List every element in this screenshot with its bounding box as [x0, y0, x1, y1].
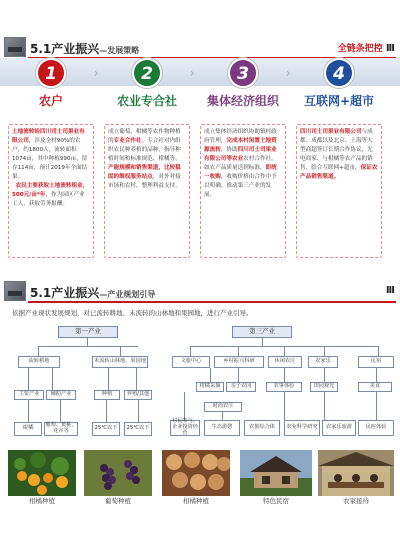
header-bars: III [385, 285, 394, 296]
node-transferred-land: 流转耕地 [18, 356, 60, 368]
card-text: 四川司士司果业有限公司等农业 [204, 147, 277, 162]
card-text: 保证农产品销售渠道。 [300, 165, 378, 180]
slide1-title: 5.1产业振兴 [30, 42, 100, 56]
step-2-label: 农业专合社 [116, 94, 177, 108]
slide-development-strategy [0, 0, 400, 262]
node-wellness-center: 民宿 [358, 356, 394, 368]
slide2-title: 5.1产业振兴 [30, 286, 100, 300]
node-family-garden: 亲子农园 [226, 382, 256, 392]
step-arrow-icon: › [190, 66, 195, 80]
card-text: ，对外对接市场和农村，整理利益支持。 [108, 174, 181, 189]
node-farm-experience: 农事体验 [266, 382, 302, 392]
slide2-header [0, 280, 400, 304]
node-rural-research: 乡村振兴科研 [214, 356, 264, 368]
node-leisure-farm: 休闲农庄 [268, 356, 302, 368]
node-tertiary-industry: 第三产业 [232, 326, 292, 338]
card-text: 成立集体经济组织协助镇村政府管理， [204, 129, 277, 144]
step-2 [104, 58, 190, 114]
card-text: 四川司士司果业有限公司 [300, 129, 362, 135]
card-text: ，收购价格由合作中予以明确。推动第三产业的发展。 [204, 174, 277, 198]
photo-citrus-planting-1 [8, 450, 76, 496]
card-text: 。专合社对内组织农民种养植的品种，指导种植时间和标准规范、柑橘等， [108, 138, 181, 162]
node-below-25-b: 25℃以下 [124, 422, 152, 436]
card-text: 即统一收购 [204, 165, 277, 180]
step-arrow-icon: › [286, 66, 291, 80]
caption-citrus-1: 柑橘种植 [29, 497, 55, 505]
header-thumbnail-image [4, 37, 26, 57]
node-citrus-picking: 柑橘采摘 [196, 382, 224, 392]
step-4-label: 互联网+超市 [303, 94, 375, 108]
step-4-number-circle: 4 [324, 58, 354, 88]
card-text: 专业合作社 [113, 138, 142, 144]
slide2-subtitle: —产业规划引导 [99, 290, 156, 299]
card-text: ，作为园区产业工人，获取劳务报酬。 [12, 192, 85, 207]
card-cooperative [104, 124, 190, 258]
slide2-description: 依据产业现状发展规划，对已流转耕地、未流转的山林地和果园地，进行产业引导。 [12, 309, 253, 317]
card-text: 农民主要获取土地流转租金，500元/亩*年 [12, 183, 89, 198]
node-farmhouse: 农家乐 [308, 356, 338, 368]
node-below-25-a: 25℃以下 [92, 422, 120, 436]
step-3 [200, 58, 286, 114]
card-text: 成立葡萄、柑橘等农作物种植的 [108, 129, 181, 144]
full-chain-label: 全链条把控 [337, 44, 383, 54]
node-villager-investment: 村民参与、企业投资经营 [170, 420, 200, 436]
card-text: ，涉及全村90%的农户，约1800人，流转面积1074亩，其中种植990亩，留存114亩，预计2019年全面结果。 [12, 138, 88, 180]
card-collective [200, 124, 286, 258]
step-1-label: 农户 [38, 94, 63, 108]
step-arrow-icon: › [94, 66, 99, 80]
node-food: 美食 [358, 382, 392, 392]
photo-citrus-planting-2 [162, 450, 230, 496]
slide1-header [0, 36, 400, 60]
slide1-subtitle: —发展策略 [99, 46, 140, 55]
header-thumbnail-image [4, 281, 26, 301]
photo-featured-homestay [240, 450, 312, 496]
card-text: 土地流转给四川司士司果业有限公司 [12, 129, 85, 144]
caption-citrus-2: 柑橘种植 [183, 497, 209, 505]
card-text: 产能规模和销售渠道，比较稳固的维权服务站点 [108, 165, 181, 180]
node-primary-industry: 第一产业 [58, 326, 118, 338]
node-field-sightseeing: 田园观光 [310, 382, 338, 392]
card-text: 完成本村闲置土地资源流转 [204, 138, 277, 153]
caption-homestay: 特色民宿 [263, 497, 289, 505]
node-breeding: 养殖/其他 [124, 390, 152, 400]
card-farmers [8, 124, 94, 258]
node-fashion-farm: 时尚农庄 [204, 402, 242, 412]
node-agri-tourism: 农旅综合体 [244, 420, 280, 436]
card-text: 农村合作社，如农产品质量达到标准， [204, 156, 277, 171]
node-planting: 种植 [94, 390, 120, 400]
node-culture-tourism: 文旅中心 [172, 356, 210, 368]
node-main-industry: 主要产业 [14, 390, 44, 400]
step-4 [296, 58, 382, 114]
header-bars: III [385, 43, 394, 54]
node-grape-peach: 葡萄、黄桃、花卉等 [45, 422, 77, 434]
card-text: ，协助 [220, 147, 238, 153]
photo-grape-planting [84, 450, 152, 496]
step-2-number-circle: 2 [132, 58, 162, 88]
header-red-rule [28, 301, 396, 303]
step-1 [8, 58, 94, 114]
card-internet-supermarket [296, 124, 382, 258]
node-eco-leisure: 生态游憩 [204, 420, 240, 436]
card-text: 与成都、成都以及北京、上海等大型商超签订长期合作协议，光电商家、与柑橘等农产品的销售，结合互联网+超市， [300, 129, 373, 171]
node-untransferred-forest: 未流转山林地、果园地 [92, 356, 148, 368]
node-aux-industry: 辅助产业 [46, 390, 76, 400]
photo-farmhouse-reception [318, 450, 394, 496]
step-3-number-circle: 3 [228, 58, 258, 88]
node-homestay-experience: 民宿体验 [358, 420, 394, 436]
caption-farmhouse: 农家接待 [343, 497, 369, 505]
caption-grape: 葡萄种植 [105, 497, 131, 505]
node-citrus: 柑橘 [14, 422, 42, 436]
step-3-label: 集体经济组织 [206, 94, 279, 108]
step-1-number-circle: 1 [36, 58, 66, 88]
node-agri-research: 农业科学研究 [284, 420, 320, 436]
node-farmhouse-tour: 农家乐旅游 [322, 420, 356, 436]
